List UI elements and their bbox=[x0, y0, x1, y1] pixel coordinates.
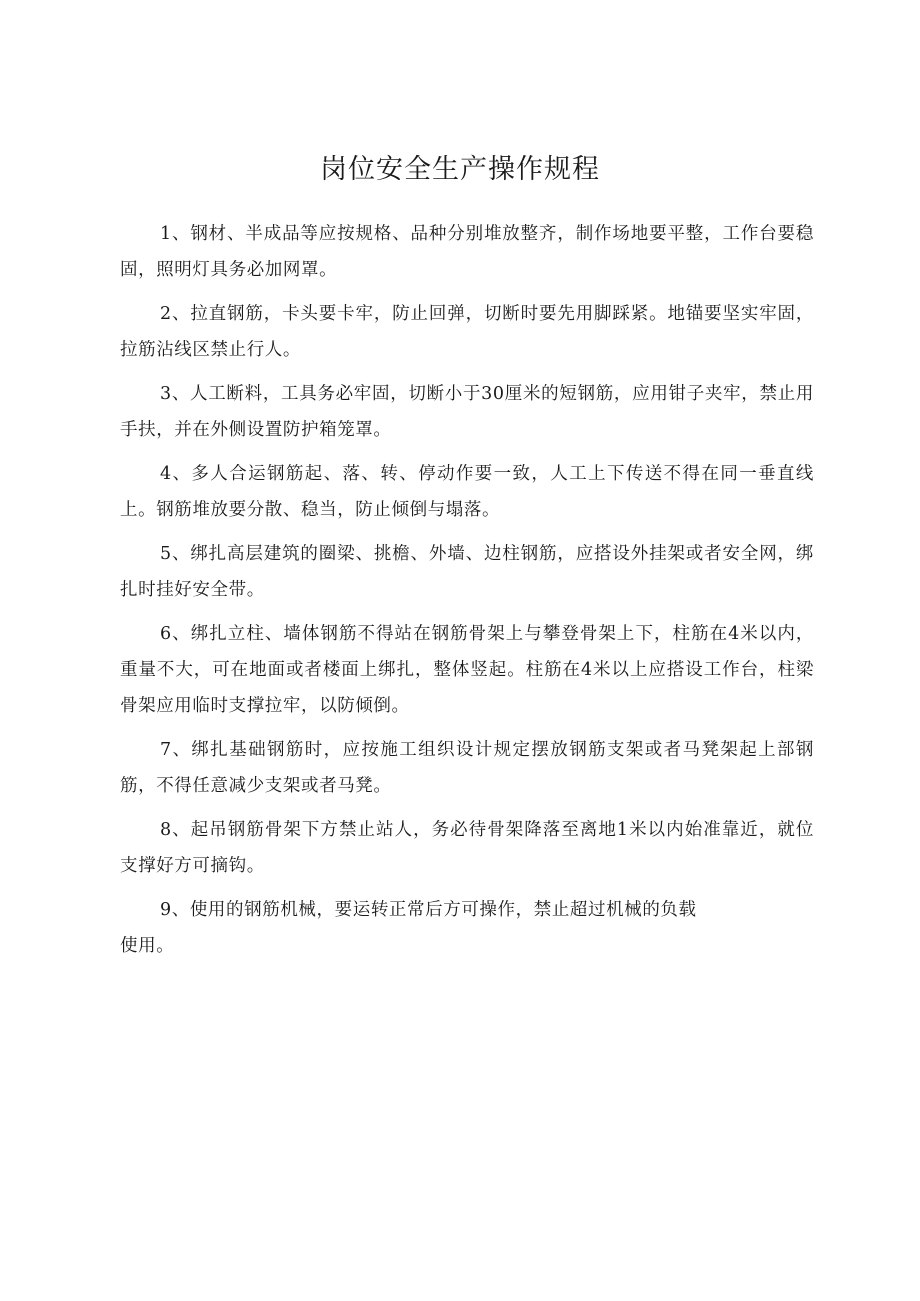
paragraph-9-line-1: 9、使用的钢筋机械，要运转正常后方可操作，禁止超过机械的负载 bbox=[160, 900, 697, 920]
document-title: 岗位安全生产操作规程 bbox=[320, 154, 600, 185]
paragraph-1: 1、钢材、半成品等应按规格、品种分别堆放整齐，制作场地要平整，工作台要稳固，照明灯具务必加网罩。 bbox=[120, 224, 814, 280]
paragraph-6: 6、绑扎立柱、墙体钢筋不得站在钢筋骨架上与攀登骨架上下，柱筋在4米以内，重量不大，可在地面或者楼面上绑扎，整体竖起。柱筋在4米以上应搭设工作台，柱梁骨架应用临时支撑拉牢，以防倾倒。 bbox=[120, 624, 814, 716]
paragraph-4: 4、多人合运钢筋起、落、转、停动作要一致，人工上下传送不得在同一垂直线上。钢筋堆放要分散、稳当，防止倾倒与塌落。 bbox=[120, 464, 814, 520]
paragraph-8: 8、起吊钢筋骨架下方禁止站人，务必待骨架降落至离地1米以内始准靠近，就位支撑好方可摘钩。 bbox=[120, 820, 814, 876]
paragraph-9-line-2: 使用。 bbox=[120, 936, 175, 956]
paragraph-7: 7、绑扎基础钢筋时，应按施工组织设计规定摆放钢筋支架或者马凳架起上部钢筋，不得任意减少支架或者马凳。 bbox=[120, 740, 814, 796]
paragraph-5: 5、绑扎高层建筑的圈梁、挑檐、外墙、边柱钢筋，应搭设外挂架或者安全网，绑扎时挂好安全带。 bbox=[120, 544, 814, 600]
paragraph-3: 3、人工断料，工具务必牢固，切断小于30厘米的短钢筋，应用钳子夹牢，禁止用手扶，并在外侧设置防护箱笼罩。 bbox=[120, 384, 814, 440]
document-body bbox=[120, 216, 814, 972]
paragraph-9 bbox=[120, 892, 814, 964]
paragraph-2: 2、拉直钢筋，卡头要卡牢，防止回弹，切断时要先用脚踩紧。地锚要坚实牢固，拉筋沾线区禁止行人。 bbox=[120, 304, 814, 360]
